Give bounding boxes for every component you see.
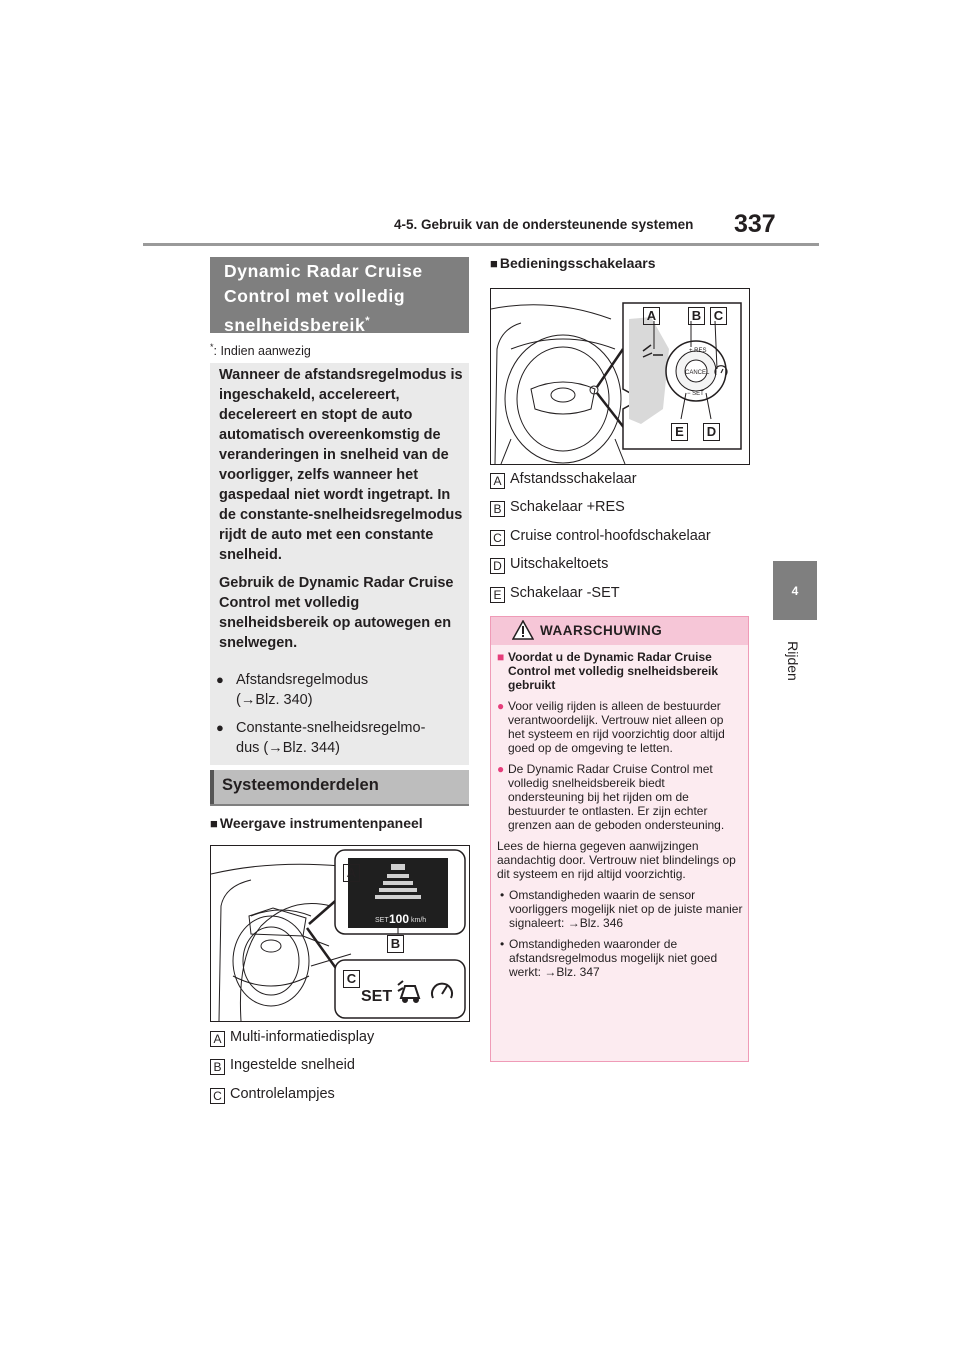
section-underline bbox=[210, 804, 469, 806]
callout-switch-b: B bbox=[688, 307, 705, 325]
header-section-title: 4-5. Gebruik van de ondersteunende systemen bbox=[394, 217, 694, 232]
legend-instrument-b: B Ingestelde snelheid bbox=[210, 1057, 355, 1075]
chapter-tab[interactable] bbox=[773, 561, 817, 620]
legend-switch-d: D Uitschakeltoets bbox=[490, 556, 608, 574]
display-unit-text: km/h bbox=[411, 917, 427, 924]
bullet-dot-icon: ● bbox=[216, 672, 224, 687]
warning-heading: ■ Voordat u de Dynamic Radar Cruise Control met volledig snelheidsbereik gebruikt bbox=[497, 650, 719, 692]
legend-switch-a: A Afstandsschakelaar bbox=[490, 471, 637, 489]
warning-note: Lees de hierna gegeven aanwijzingen aandachtig door. Vertrouw niet blindelings op dit systeem en rijd altijd voorzichtig. bbox=[497, 839, 736, 881]
intro-text bbox=[219, 365, 464, 661]
indicator-set-text: SET bbox=[361, 988, 393, 1005]
square-bullet-icon: ■ bbox=[210, 816, 218, 831]
legend-switch-b: B Schakelaar +RES bbox=[490, 499, 625, 517]
header-rule bbox=[143, 243, 819, 246]
callout-a: A bbox=[343, 864, 360, 882]
legend-switch-e: E Schakelaar -SET bbox=[490, 585, 620, 603]
section-title: Systeemonderdelen bbox=[210, 770, 469, 804]
callout-switch-c: C bbox=[710, 307, 727, 325]
subheading-switches: ■ Bedieningsschakelaars bbox=[490, 255, 656, 271]
warning-point-2: ● De Dynamic Radar Cruise Control met volledig snelheidsbereik biedt ondersteuning bij het rijden om de bestuurder te ontlasten. Er zijn echter grenzen aan de geboden ondersteuning. bbox=[497, 762, 725, 832]
set-label: − SET bbox=[687, 391, 704, 397]
callout-b: B bbox=[387, 935, 404, 953]
bullet-afstandsregelmodus: ● Afstandsregelmodus (→Blz. 340) bbox=[216, 672, 369, 708]
callout-c: C bbox=[343, 970, 360, 988]
figure-instrument-panel bbox=[210, 845, 470, 1022]
cancel-label: CANCEL bbox=[685, 370, 710, 376]
footnote: *: Indien aanwezig bbox=[210, 342, 311, 359]
warning-triangle-icon bbox=[512, 620, 534, 640]
chapter-number: 4 bbox=[791, 583, 799, 598]
page-number: 337 bbox=[734, 210, 776, 238]
legend-instrument-c: C Controlelampjes bbox=[210, 1086, 335, 1104]
intro-paragraph-2: Gebruik de Dynamic Radar Cruise Control met volledig snelheidsbereik op autowegen en snelwegen. bbox=[219, 575, 454, 651]
callout-switch-a: A bbox=[643, 307, 660, 325]
warning-item-1: • Omstandigheden waarin de sensor voorliggers mogelijk niet op de juiste manier signaleert: →Blz. 346 bbox=[500, 888, 743, 930]
res-label: + RES bbox=[689, 348, 707, 354]
warning-body bbox=[497, 650, 743, 986]
chapter-label: Rijden bbox=[785, 641, 801, 681]
legend-instrument-a: A Multi-informatiedisplay bbox=[210, 1029, 374, 1047]
display-speed-text: 100 bbox=[389, 912, 410, 926]
callout-switch-e: E bbox=[671, 423, 688, 441]
warning-point-1: ● Voor veilig rijden is alleen de bestuurder verantwoordelijk. Vertrouw niet alleen op het systeem en rijd voorzichtig door altijd goed op de omgeving te letten. bbox=[497, 699, 725, 755]
subheading-instrument-panel: ■ Weergave instrumentenpaneel bbox=[210, 815, 423, 831]
warning-title: WAARSCHUWING bbox=[540, 623, 663, 638]
figure-steering-switches bbox=[490, 288, 750, 465]
intro-paragraph-1: Wanneer de afstandsregelmodus is ingeschakeld, accelereert, decelereert en stopt de auto automatisch overeenkomstig de veranderingen in snelheid van de voorligger, zelfs wanneer het gaspedaal niet wordt ingetrapt. In de constante-snelheidsregelmodus rijdt de auto met een constante snelheid. bbox=[219, 367, 463, 563]
bullet-dot-icon: ● bbox=[216, 720, 224, 735]
square-bullet-icon: ■ bbox=[490, 256, 498, 271]
callout-switch-d: D bbox=[703, 423, 720, 441]
pink-square-icon: ■ bbox=[497, 650, 505, 664]
dashboard-illustration bbox=[211, 846, 469, 1021]
page-title: Dynamic Radar Cruise Control met volledig snelheidsbereik* bbox=[210, 257, 469, 333]
warning-item-2: • Omstandigheden waaronder de afstandsregelmodus mogelijk niet goed werkt: →Blz. 347 bbox=[500, 937, 718, 979]
legend-switch-c: C Cruise control-hoofdschakelaar bbox=[490, 528, 711, 546]
pink-dot-icon: ● bbox=[497, 762, 505, 776]
display-set-text: SET bbox=[375, 917, 389, 924]
bullet-constante-snelheid: ● Constante-snelheidsregelmo- dus (→Blz. 344) bbox=[216, 720, 426, 756]
pink-dot-icon: ● bbox=[497, 699, 505, 713]
